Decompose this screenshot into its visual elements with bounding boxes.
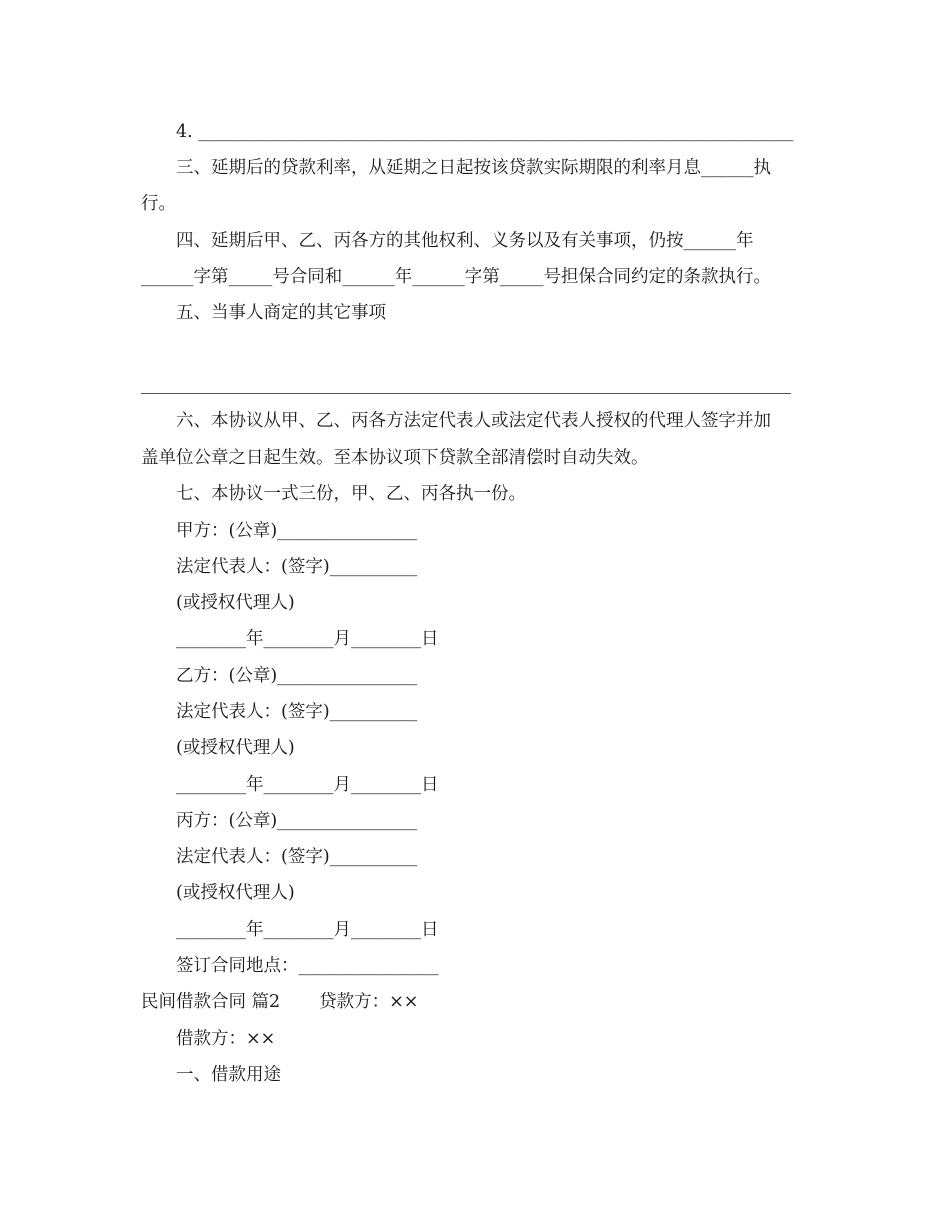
- clause-7: 七、本协议一式三份，甲、乙、丙各执一份。: [176, 484, 526, 504]
- section-2-heading: 民间借款合同 篇2 贷款方：××: [141, 992, 419, 1012]
- clause-6-line-2: 盖单位公章之日起生效。至本协议项下贷款全部清偿时自动失效。: [141, 448, 649, 468]
- borrower-line: 借款方：××: [176, 1029, 276, 1049]
- clause-3-line-2: 行。: [141, 194, 176, 214]
- blank-fill-rule: [141, 393, 791, 394]
- loan-purpose-heading: 一、借款用途: [176, 1065, 281, 1085]
- party-b-seal: 乙方：(公章)________________: [176, 666, 418, 686]
- signing-place: 签订合同地点：________________: [176, 956, 439, 976]
- clause-6-line-1: 六、本协议从甲、乙、丙各方法定代表人或法定代表人授权的代理人签字并加: [176, 411, 771, 431]
- party-c-agent: (或授权代理人): [176, 883, 295, 903]
- party-c-representative: 法定代表人：(签字)__________: [176, 847, 418, 867]
- party-a-agent: (或授权代理人): [176, 593, 295, 613]
- party-b-agent: (或授权代理人): [176, 738, 295, 758]
- clause-4-line-2: ______字第_____号合同和______年______字第_____号担保合同约定的条款执行。: [141, 267, 771, 287]
- clause-4-line-1: 四、延期后甲、乙、丙各方的其他权利、义务以及有关事项，仍按______年: [176, 231, 754, 251]
- clause-5: 五、当事人商定的其它事项: [176, 303, 386, 323]
- party-a-seal: 甲方：(公章)________________: [176, 521, 418, 541]
- item-4-line: 4. ____________________________________________________________________: [176, 122, 794, 142]
- party-b-date: ________年________月________日: [176, 775, 439, 795]
- party-c-seal: 丙方：(公章)________________: [176, 811, 418, 831]
- party-c-date: ________年________月________日: [176, 920, 439, 940]
- clause-3-line-1: 三、延期后的贷款利率，从延期之日起按该贷款实际期限的利率月息______执: [176, 158, 771, 178]
- party-a-date: ________年________月________日: [176, 629, 439, 649]
- party-b-representative: 法定代表人：(签字)__________: [176, 702, 418, 722]
- party-a-representative: 法定代表人：(签字)__________: [176, 557, 418, 577]
